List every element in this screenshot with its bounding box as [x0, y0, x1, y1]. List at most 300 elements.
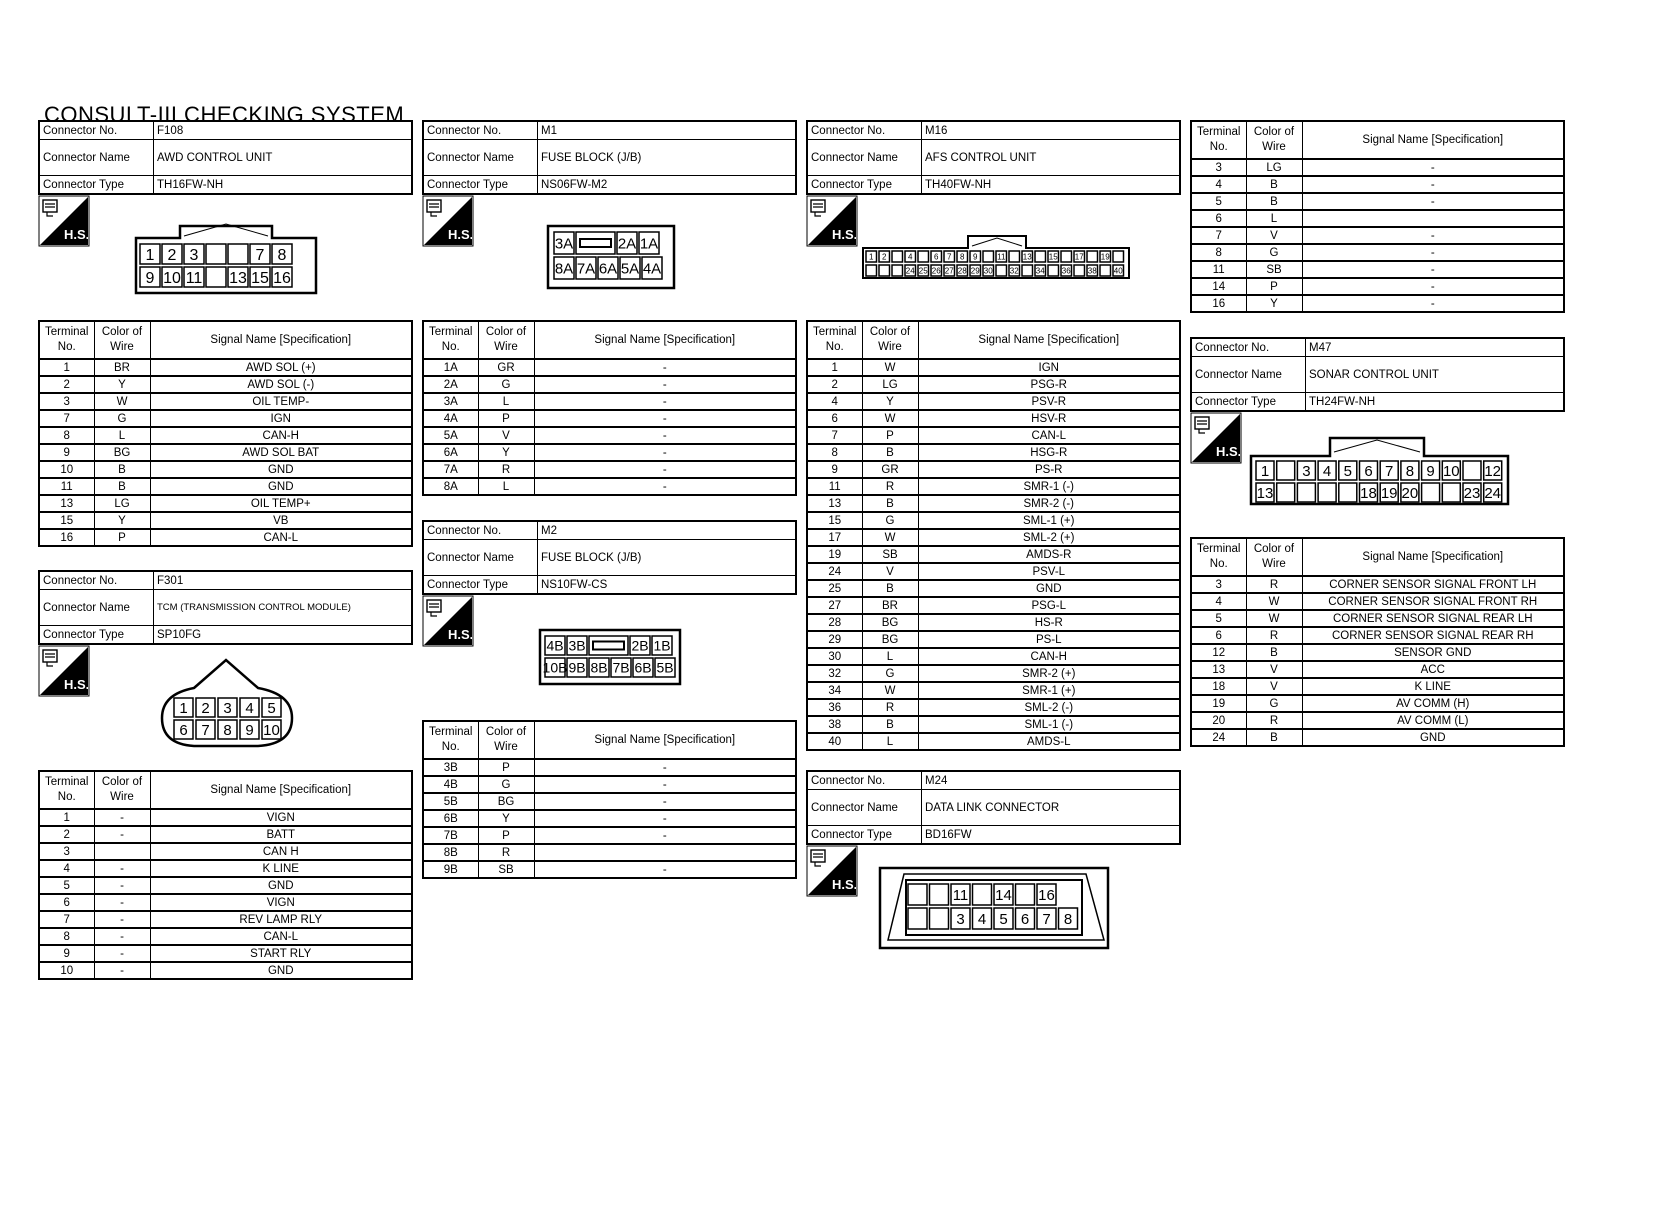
color-cell: - [94, 911, 150, 928]
color-cell: BG [862, 631, 918, 648]
pin-number: 2A [617, 235, 637, 253]
terminal-table-f301 [38, 770, 413, 980]
table-row [1191, 593, 1564, 610]
terminal-cell: 1 [807, 359, 862, 376]
terminal-cell: 5 [39, 877, 94, 894]
terminal-cell: 34 [807, 682, 862, 699]
pin-number: 8 [277, 246, 287, 264]
color-cell: - [94, 826, 150, 843]
connector-shape [132, 218, 322, 298]
color-cell: GR [862, 461, 918, 478]
terminal-cell: 7A [423, 461, 478, 478]
table-row [1191, 729, 1564, 746]
signal-cell: - [1302, 244, 1564, 261]
pin-number: 3 [223, 699, 232, 717]
table-row [1191, 244, 1564, 261]
signal-cell: - [1302, 176, 1564, 193]
pin-number: 6 [1364, 462, 1373, 480]
table-row [807, 529, 1180, 546]
table-row [807, 699, 1180, 716]
label: Connector Type [807, 176, 922, 195]
table-row [807, 631, 1180, 648]
harness-side-icon [422, 595, 474, 647]
pin-number: 27 [944, 266, 954, 276]
signal-cell: IGN [918, 359, 1180, 376]
signal-cell: - [534, 759, 796, 776]
signal-cell: SML-1 (+) [918, 512, 1180, 529]
terminal-cell: 4 [1191, 593, 1246, 610]
color-cell: R [478, 844, 534, 861]
header-color: Color of Wire [1246, 121, 1302, 159]
header-color: Color of Wire [478, 721, 534, 759]
terminal-cell: 29 [807, 631, 862, 648]
color-cell: - [94, 860, 150, 877]
connector-m1-diagram [546, 224, 678, 297]
harness-side-icon [38, 645, 90, 697]
pin-number: 29 [970, 266, 980, 276]
table-row [39, 826, 412, 843]
color-cell: BG [94, 444, 150, 461]
signal-cell: PSG-R [918, 376, 1180, 393]
table-row [423, 393, 796, 410]
color-cell: Y [478, 444, 534, 461]
terminal-cell: 20 [1191, 712, 1246, 729]
connector-shape [860, 232, 1132, 282]
header-signal: Signal Name [Specification] [150, 321, 412, 359]
table-row [807, 614, 1180, 631]
empty-cavity [1442, 483, 1460, 502]
signal-cell: - [1302, 278, 1564, 295]
pin-number: 9B [568, 659, 586, 676]
table-row [39, 860, 412, 877]
color-cell: - [94, 809, 150, 826]
pin-number: 38 [1087, 266, 1097, 276]
color-cell: B [862, 716, 918, 733]
pin-number: 6 [934, 252, 939, 262]
terminal-cell: 11 [1191, 261, 1246, 278]
signal-cell: VB [150, 512, 412, 529]
signal-cell: SML-1 (-) [918, 716, 1180, 733]
pin-number: 34 [1035, 266, 1045, 276]
signal-cell: - [534, 461, 796, 478]
empty-cavity [892, 265, 903, 276]
color-cell: B [1246, 193, 1302, 210]
table-row [423, 359, 796, 376]
terminal-cell: 38 [807, 716, 862, 733]
terminal-table [1190, 537, 1565, 747]
signal-cell: PS-R [918, 461, 1180, 478]
label: Connector No. [39, 121, 154, 140]
connector-shape [546, 224, 678, 292]
color-cell: L [478, 393, 534, 410]
table-row [807, 563, 1180, 580]
terminal-cell: 4 [39, 860, 94, 877]
color-cell: B [1246, 644, 1302, 661]
pin-number: 11 [997, 252, 1006, 262]
connector-no: M1 [538, 121, 797, 140]
signal-cell: PSV-L [918, 563, 1180, 580]
pin-number: 2B [631, 637, 649, 654]
connector-m2-diagram [538, 628, 684, 693]
terminal-cell: 13 [1191, 661, 1246, 678]
signal-cell: - [1302, 227, 1564, 244]
pin-number: 20 [1401, 484, 1419, 502]
empty-cavity [1422, 483, 1440, 502]
signal-cell: VIGN [150, 809, 412, 826]
pin-number: 4 [908, 252, 913, 262]
signal-cell: GND [150, 461, 412, 478]
empty-cavity [983, 251, 994, 262]
empty-cavity [892, 251, 903, 262]
terminal-cell: 8B [423, 844, 478, 861]
terminal-cell: 11 [39, 478, 94, 495]
signal-cell: - [534, 861, 796, 878]
pin-number: 5 [999, 910, 1008, 928]
pin-number: 4 [245, 699, 254, 717]
pin-number: 7 [255, 246, 265, 264]
signal-cell: - [534, 410, 796, 427]
signal-cell: CAN-L [150, 529, 412, 546]
signal-cell: - [534, 427, 796, 444]
terminal-cell: 30 [807, 648, 862, 665]
label: Connector Name [807, 140, 922, 176]
color-cell: SB [478, 861, 534, 878]
signal-cell: GND [150, 877, 412, 894]
table-row [1191, 678, 1564, 695]
signal-cell: - [534, 478, 796, 495]
signal-cell: - [534, 359, 796, 376]
connector-name: DATA LINK CONNECTOR [922, 790, 1181, 826]
color-cell: L [1246, 210, 1302, 227]
pin-number: 17 [1074, 252, 1084, 262]
color-cell: R [478, 461, 534, 478]
terminal-table [38, 770, 413, 980]
connector-f301-diagram [158, 658, 298, 755]
signal-cell: PSG-L [918, 597, 1180, 614]
table-row [39, 529, 412, 546]
pin-number: 15 [251, 269, 269, 287]
signal-cell: HSG-R [918, 444, 1180, 461]
terminal-cell: 6B [423, 810, 478, 827]
table-row [423, 861, 796, 878]
color-cell: R [1246, 576, 1302, 593]
label: Connector Type [423, 176, 538, 195]
table-row [1191, 176, 1564, 193]
hs-label: H.S. [448, 227, 474, 242]
color-cell: W [862, 410, 918, 427]
signal-cell: CAN-L [150, 928, 412, 945]
label: Connector No. [1191, 338, 1306, 357]
pin-number: 1B [653, 637, 671, 654]
table-row [423, 793, 796, 810]
table-row [807, 478, 1180, 495]
pin-number: 1 [179, 699, 188, 717]
color-cell: R [862, 478, 918, 495]
table-row [39, 478, 412, 495]
signal-cell: - [534, 793, 796, 810]
color-cell: LG [1246, 159, 1302, 176]
label: Connector No. [807, 771, 922, 790]
table-row [1191, 627, 1564, 644]
connector-info-table [38, 570, 413, 645]
empty-cavity [206, 244, 226, 264]
pin-number: 28 [957, 266, 967, 276]
color-cell: LG [94, 495, 150, 512]
signal-cell: OIL TEMP+ [150, 495, 412, 512]
connector-type: NS10FW-CS [538, 576, 797, 595]
color-cell: B [94, 478, 150, 495]
empty-cavity [1277, 461, 1295, 480]
connector-no: M47 [1306, 338, 1565, 357]
connector-info-table [806, 770, 1181, 845]
label: Connector No. [423, 121, 538, 140]
connector-f108-diagram [132, 218, 322, 303]
color-cell: - [94, 877, 150, 894]
color-cell: Y [94, 376, 150, 393]
empty-cavity [1061, 251, 1072, 262]
signal-cell: - [1302, 193, 1564, 210]
signal-cell: GND [150, 962, 412, 979]
hs-label: H.S. [832, 227, 858, 242]
table-row [423, 461, 796, 478]
color-cell: - [94, 962, 150, 979]
terminal-cell: 3B [423, 759, 478, 776]
signal-cell: AV COMM (L) [1302, 712, 1564, 729]
signal-cell: PS-L [918, 631, 1180, 648]
pin-number: 4 [977, 910, 987, 928]
terminal-cell: 7 [807, 427, 862, 444]
empty-cavity [1035, 251, 1046, 262]
empty-cavity [1339, 483, 1357, 502]
pin-number: 1 [145, 246, 155, 264]
empty-cavity [930, 908, 949, 929]
pin-number: 8 [1063, 910, 1073, 928]
connector-no: F301 [154, 571, 413, 590]
terminal-cell: 8A [423, 478, 478, 495]
terminal-cell: 2 [39, 376, 94, 393]
color-cell: W [1246, 593, 1302, 610]
connector-info-table [806, 120, 1181, 195]
signal-cell: CAN-H [150, 427, 412, 444]
hs-triangle [422, 595, 474, 647]
terminal-cell: 40 [807, 733, 862, 750]
table-row [39, 945, 412, 962]
hs-triangle [806, 845, 858, 897]
color-cell: G [1246, 244, 1302, 261]
empty-cavity [1297, 483, 1315, 502]
table-row [39, 393, 412, 410]
label: Connector No. [39, 571, 154, 590]
signal-cell: - [534, 810, 796, 827]
empty-cavity [1009, 251, 1020, 262]
table-row [39, 444, 412, 461]
pin-number: 8 [1405, 462, 1415, 480]
pin-number: 8 [960, 252, 965, 262]
terminal-cell: 1 [39, 359, 94, 376]
pin-number: 19 [1100, 252, 1110, 262]
table-row [1191, 295, 1564, 312]
connector-m16-diagram [860, 232, 1132, 287]
signal-cell: CORNER SENSOR SIGNAL FRONT LH [1302, 576, 1564, 593]
signal-cell: SMR-2 (-) [918, 495, 1180, 512]
signal-cell: AMDS-L [918, 733, 1180, 750]
terminal-cell: 16 [39, 529, 94, 546]
terminal-cell: 13 [39, 495, 94, 512]
terminal-table [806, 320, 1181, 751]
table-row [807, 733, 1180, 750]
terminal-cell: 2 [807, 376, 862, 393]
connector-name: AFS CONTROL UNIT [922, 140, 1181, 176]
color-cell: LG [862, 376, 918, 393]
table-row [807, 597, 1180, 614]
connector-type: SP10FG [154, 626, 413, 645]
table-row [423, 410, 796, 427]
terminal-cell: 5 [1191, 193, 1246, 210]
table-row [807, 665, 1180, 682]
empty-cavity [1016, 884, 1035, 905]
empty-cavity [206, 267, 226, 287]
pin-number: 1A [639, 235, 659, 253]
table-row [1191, 661, 1564, 678]
header-terminal: Terminal No. [423, 321, 478, 359]
terminal-cell: 7 [1191, 227, 1246, 244]
connector-type: TH24FW-NH [1306, 393, 1565, 412]
empty-cavity [866, 265, 877, 276]
pin-number: 3 [189, 246, 199, 264]
harness-side-icon [38, 195, 90, 247]
empty-cavity [1100, 265, 1111, 276]
empty-cavity [1113, 251, 1124, 262]
signal-cell: SENSOR GND [1302, 644, 1564, 661]
signal-cell: SMR-1 (+) [918, 682, 1180, 699]
page-title: CONSULT-III CHECKING SYSTEM [44, 102, 405, 127]
table-row [39, 894, 412, 911]
terminal-cell: 15 [39, 512, 94, 529]
signal-cell: PSV-R [918, 393, 1180, 410]
pin-number: 9 [973, 252, 978, 262]
signal-cell: K LINE [150, 860, 412, 877]
table-row [39, 911, 412, 928]
pin-number: 24 [905, 266, 915, 276]
color-cell: P [478, 827, 534, 844]
table-row [1191, 278, 1564, 295]
header-signal: Signal Name [Specification] [918, 321, 1180, 359]
connector-f108 [38, 120, 413, 195]
connector-shape [1248, 432, 1512, 508]
color-cell: W [94, 393, 150, 410]
connector-f301 [38, 570, 413, 645]
color-cell: G [94, 410, 150, 427]
color-cell: L [862, 733, 918, 750]
connector-no: M2 [538, 521, 797, 540]
terminal-cell: 27 [807, 597, 862, 614]
signal-cell: BATT [150, 826, 412, 843]
table-row [1191, 261, 1564, 278]
signal-cell: REV LAMP RLY [150, 911, 412, 928]
terminal-table-m16 [806, 320, 1181, 751]
table-row [39, 877, 412, 894]
table-row [39, 495, 412, 512]
signal-cell [1302, 210, 1564, 227]
color-cell: L [94, 427, 150, 444]
connector-m1 [422, 120, 797, 195]
pin-number: 24 [1484, 484, 1502, 502]
signal-cell: - [1302, 295, 1564, 312]
connector-info-table [38, 120, 413, 195]
connector-m16 [806, 120, 1181, 195]
table-row [423, 827, 796, 844]
table-row [39, 359, 412, 376]
pin-number: 4B [546, 637, 564, 654]
table-row [423, 376, 796, 393]
color-cell: G [478, 376, 534, 393]
pin-number: 40 [1113, 266, 1123, 276]
terminal-cell: 24 [1191, 729, 1246, 746]
color-cell: - [94, 894, 150, 911]
table-row [423, 844, 796, 861]
header-terminal: Terminal No. [1191, 121, 1246, 159]
signal-cell: GND [918, 580, 1180, 597]
terminal-cell: 17 [807, 529, 862, 546]
terminal-cell: 2A [423, 376, 478, 393]
terminal-cell: 10 [39, 962, 94, 979]
color-cell: BG [862, 614, 918, 631]
terminal-cell: 1A [423, 359, 478, 376]
terminal-table-m1 [422, 320, 797, 496]
terminal-table-f108 [38, 320, 413, 547]
pin-number: 7 [947, 252, 952, 262]
label: Connector Type [39, 176, 154, 195]
signal-cell [534, 844, 796, 861]
color-cell: L [478, 478, 534, 495]
empty-cavity [1463, 461, 1481, 480]
table-row [807, 580, 1180, 597]
color-cell: W [862, 682, 918, 699]
signal-cell: IGN [150, 410, 412, 427]
connector-info-table [422, 120, 797, 195]
signal-cell: - [534, 776, 796, 793]
lock-slot [593, 642, 624, 650]
hs-label: H.S. [448, 627, 474, 642]
terminal-cell: 6 [1191, 627, 1246, 644]
label: Connector Type [1191, 393, 1306, 412]
table-row [39, 427, 412, 444]
terminal-cell: 5B [423, 793, 478, 810]
table-row [423, 444, 796, 461]
terminal-cell: 13 [807, 495, 862, 512]
connector-name: AWD CONTROL UNIT [154, 140, 413, 176]
empty-cavity [1087, 251, 1098, 262]
table-row [1191, 193, 1564, 210]
signal-cell: AWD SOL BAT [150, 444, 412, 461]
color-cell: V [478, 427, 534, 444]
pin-number: 14 [995, 886, 1012, 904]
header-color: Color of Wire [94, 771, 150, 809]
header-color: Color of Wire [1246, 538, 1302, 576]
color-cell: B [862, 444, 918, 461]
table-row [1191, 227, 1564, 244]
harness-side-icon [806, 195, 858, 247]
terminal-cell: 10 [39, 461, 94, 478]
empty-cavity [908, 884, 927, 905]
color-cell: - [94, 945, 150, 962]
color-cell: BR [94, 359, 150, 376]
empty-cavity [1318, 483, 1336, 502]
color-cell: V [1246, 227, 1302, 244]
terminal-cell: 9B [423, 861, 478, 878]
pin-number: 2 [882, 252, 887, 262]
signal-cell: VIGN [150, 894, 412, 911]
